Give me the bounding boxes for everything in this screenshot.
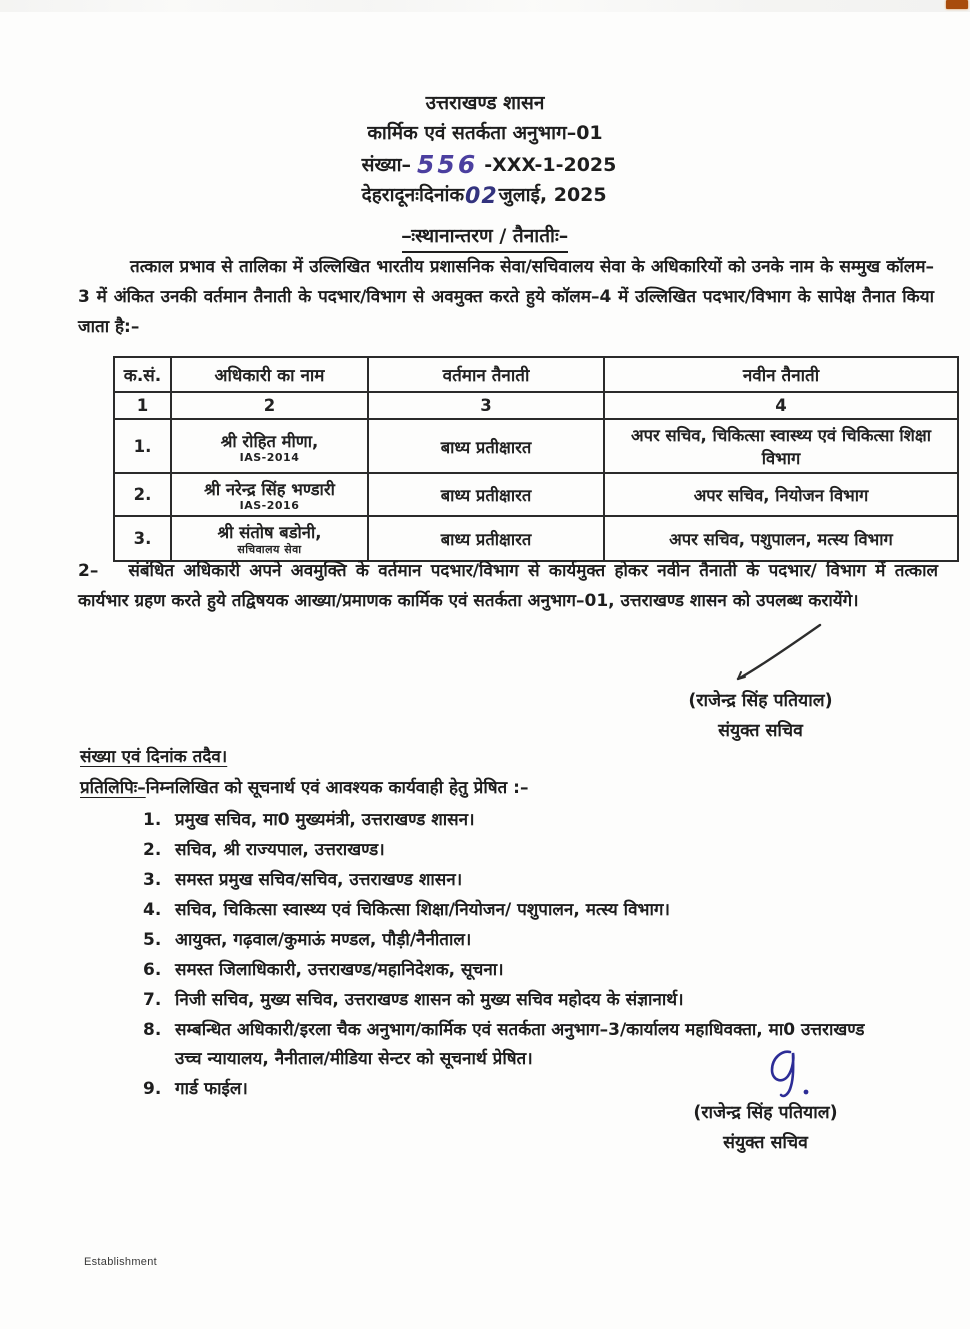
list-item	[143, 926, 883, 955]
signatory-designation: संयुक्त सचिव	[723, 1133, 808, 1153]
list-item	[143, 986, 883, 1015]
list-item-text: गार्ड फाईल।	[175, 1079, 248, 1099]
serial-cell: 2.	[114, 473, 171, 516]
list-item-text: आयुक्त, गढ़वाल/कुमाऊं मण्डल, पौड़ी/नैनीताल।	[175, 930, 472, 950]
list-item	[143, 866, 883, 895]
col-number: 3	[368, 392, 604, 419]
list-item	[143, 806, 883, 835]
officer-cadre: IAS-2016	[239, 499, 300, 512]
signatory-block-1	[618, 686, 903, 746]
same-number-date-line: संख्या एवं दिनांक तदैव।	[80, 747, 228, 767]
order-paragraph-1: तत्काल प्रभाव से तालिका में उल्लिखित भारतीय प्रशासनिक सेवा/सचिवालय सेवा के अधिकारियों को उनके नाम के सम्मुख कॉलम–3 में अंकित उनकी वर्तमान तैनाती के पदभार/विभाग से अवमुक्त करते हुये कॉलम–4 में उल्लिखित पदभार/विभाग के सापेक्ष तैनात किया जाता है:–	[78, 257, 934, 337]
list-item-number: 9.	[143, 1079, 162, 1099]
list-item-number: 8.	[143, 1020, 162, 1040]
current-posting-cell: बाध्य प्रतीक्षारत	[368, 516, 604, 561]
col-header-new-posting: नवीन तैनाती	[604, 357, 958, 392]
col-header-serial: क.सं.	[114, 357, 171, 392]
list-item	[143, 896, 883, 925]
col-number: 4	[604, 392, 958, 419]
list-item-text: सम्बन्धित अधिकारी/इरला चैक अनुभाग/कार्मिक एवं सतर्कता अनुभाग–3/कार्यालय महाधिवक्ता, मा0 उत्तराखण्ड उच्च न्यायालय, नैनीताल/मीडिया सेन्टर को सूचनार्थ प्रेषित।	[175, 1020, 865, 1069]
handwritten-letter-number: 556	[417, 150, 479, 179]
government-name: उत्तराखण्ड शासन	[425, 92, 545, 114]
list-item-text: समस्त प्रमुख सचिव/सचिव, उत्तराखण्ड शासन।	[175, 870, 463, 890]
table-header-row	[114, 357, 958, 392]
col-header-current-posting: वर्तमान तैनाती	[368, 357, 604, 392]
table-row	[114, 473, 958, 516]
scan-corner-mark	[946, 0, 968, 9]
table-column-number-row	[114, 392, 958, 419]
paragraph-number: 2–	[78, 561, 99, 581]
department-name: कार्मिक एवं सतर्कता अनुभाग–01	[367, 122, 603, 144]
scan-edge-artifact	[0, 0, 970, 12]
letter-number-prefix: संख्या–	[361, 154, 412, 176]
footer-category-label: Establishment	[84, 1256, 157, 1268]
officer-cadre: IAS-2014	[239, 450, 300, 464]
officer-name: श्री रोहित मीणा,	[220, 431, 319, 451]
list-item-text: प्रमुख सचिव, मा0 मुख्यमंत्री, उत्तराखण्ड शासन।	[175, 810, 475, 830]
officer-name-cell	[171, 516, 368, 561]
current-posting-cell: बाध्य प्रतीक्षारत	[368, 473, 604, 516]
copy-label: प्रतिलिपिः–	[80, 778, 146, 798]
signatory-name: (राजेन्द्र सिंह पतियाल)	[688, 691, 833, 711]
document-title-text: –ःस्थानान्तरण / तैनातीः–	[402, 222, 569, 253]
signatory-block-2	[628, 1098, 903, 1158]
postings-table	[113, 356, 959, 562]
table-row	[114, 516, 958, 561]
col-header-officer-name: अधिकारी का नाम	[171, 357, 368, 392]
letter-number-suffix: -XXX-1-2025	[484, 154, 617, 176]
place-date-suffix: जुलाई, 2025	[498, 184, 607, 206]
serial-cell: 3.	[114, 516, 171, 561]
letter-number-line	[362, 148, 617, 180]
list-item-number: 7.	[143, 990, 162, 1010]
list-item-number: 5.	[143, 930, 162, 950]
copy-to-line	[80, 775, 528, 798]
col-number: 1	[114, 392, 171, 419]
handwritten-date: 02	[465, 184, 498, 209]
signatory-name: (राजेन्द्र सिंह पतियाल)	[693, 1103, 838, 1123]
table-row	[114, 419, 958, 473]
current-posting-cell: बाध्य प्रतीक्षारत	[368, 419, 604, 473]
new-posting-cell: अपर सचिव, चिकित्सा स्वास्थ्य एवं चिकित्सा शिक्षा विभाग	[604, 419, 958, 473]
signatory-designation: संयुक्त सचिव	[718, 721, 803, 741]
document-title	[0, 222, 970, 253]
place-date-prefix: देहरादूनःदिनांक	[361, 184, 465, 206]
list-item-number: 3.	[143, 870, 162, 890]
new-posting-cell: अपर सचिव, पशुपालन, मत्स्य विभाग	[604, 516, 958, 561]
list-item-number: 1.	[143, 810, 162, 830]
list-item-text: समस्त जिलाधिकारी, उत्तराखण्ड/महानिदेशक, सूचना।	[175, 960, 504, 980]
serial-cell: 1.	[114, 419, 171, 473]
officer-name-cell	[171, 419, 368, 473]
letterhead	[0, 88, 970, 210]
officer-name-cell	[171, 473, 368, 516]
col-number: 2	[171, 392, 368, 419]
officer-name: श्री संतोष बडोनी,	[217, 523, 322, 542]
new-posting-cell: अपर सचिव, नियोजन विभाग	[604, 473, 958, 516]
list-item-number: 4.	[143, 900, 162, 920]
list-item	[143, 836, 883, 865]
place-date-line	[362, 180, 617, 210]
list-item	[143, 956, 883, 985]
signature-stroke	[728, 616, 832, 688]
list-item-text: सचिव, चिकित्सा स्वास्थ्य एवं चिकित्सा शिक्षा/नियोजन/ पशुपालन, मत्स्य विभाग।	[175, 900, 670, 920]
list-item-text: सचिव, श्री राज्यपाल, उत्तराखण्ड।	[175, 840, 385, 860]
paragraph-text: संबंधित अधिकारी अपने अवमुक्ति के वर्तमान पदभार/विभाग से कार्यमुक्त होकर नवीन तैनाती के पदभार/ विभाग में तत्काल कार्यभार ग्रहण करते हुये तद्विषयक आख्या/प्रमाणक कार्मिक एवं सतर्कता अनुभाग–01, उत्तराखण्ड शासन को उपलब्ध करायेंगे।	[78, 561, 938, 611]
list-item-number: 2.	[143, 840, 162, 860]
list-item-number: 6.	[143, 960, 162, 980]
order-paragraph-2	[78, 556, 938, 616]
list-item-text: निजी सचिव, मुख्य सचिव, उत्तराखण्ड शासन को मुख्य सचिव महोदय के संज्ञानार्थ।	[175, 990, 684, 1010]
copy-intro: निम्नलिखित को सूचनार्थ एवं आवश्यक कार्यवाही हेतु प्रेषित :–	[145, 778, 529, 798]
officer-cadre: सचिवालय सेवा	[237, 543, 302, 556]
officer-name: श्री नरेन्द्र सिंह भण्डारी	[204, 480, 335, 499]
